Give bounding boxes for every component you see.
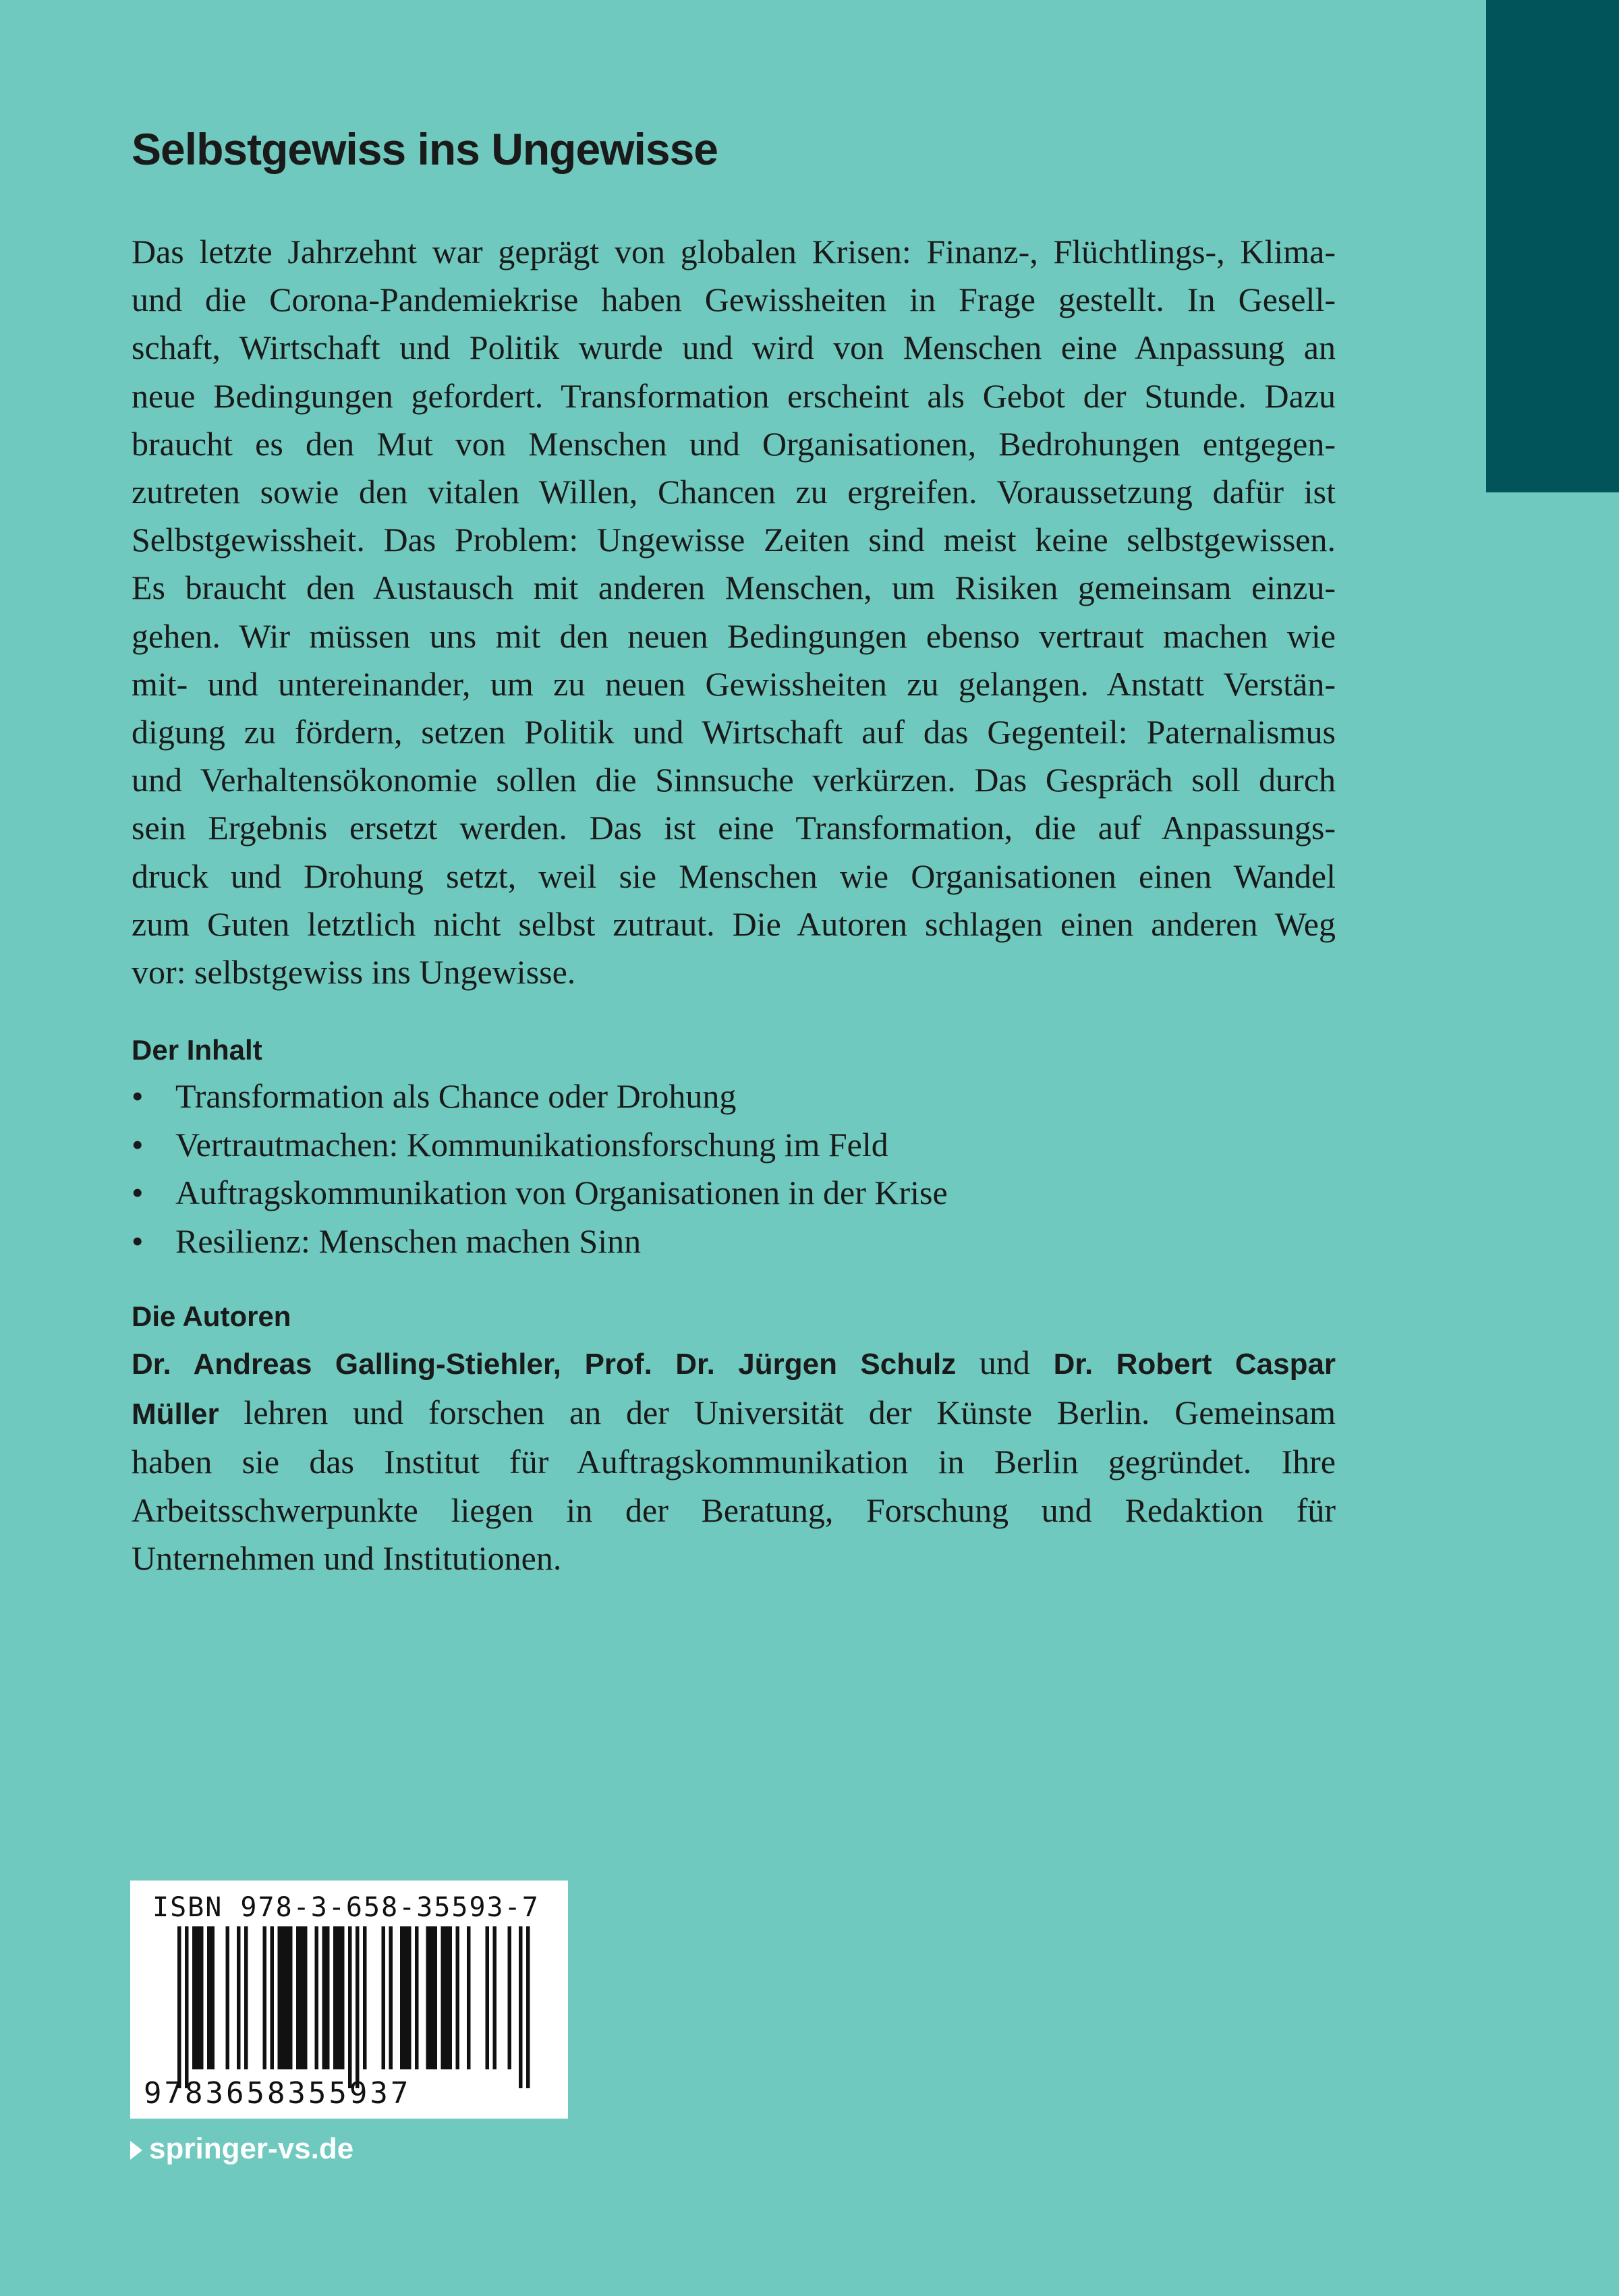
barcode-bar [363, 1926, 367, 2069]
bullet-icon: • [132, 1174, 144, 1211]
bullet-icon: • [132, 1125, 144, 1164]
blurb-line: zum Guten letztlich nicht selbst zutraut. Die Autoren schlagen einen anderen Weg [132, 905, 1336, 943]
contents-list [132, 1072, 1336, 1265]
blurb-line: Das letzte Jahrzehnt war geprägt von globalen Krisen: Finanz-, Flüchtlings-, Klima- [132, 233, 1336, 270]
barcode-bar [315, 1926, 319, 2069]
barcode-bar [434, 1926, 438, 2069]
barcode-bar [356, 1926, 360, 2088]
barcode-bar [281, 1926, 285, 2069]
barcode-bar [519, 1926, 523, 2088]
barcode-bar [348, 1926, 352, 2088]
author-name: Dr. Andreas Galling-Stiehler, [132, 1348, 561, 1381]
author-name: Dr. Robert Caspar [1053, 1348, 1336, 1381]
barcode-bar [300, 1926, 304, 2069]
barcode-bar [192, 1926, 196, 2069]
barcode-bar [341, 1926, 345, 2069]
list-item-text: Resilienz: Menschen machen Sinn [175, 1222, 642, 1260]
isbn-label: ISBN 978-3-658-35593-7 [152, 1892, 540, 1923]
barcode-bar [207, 1926, 211, 2069]
side-color-bar [1486, 0, 1619, 492]
list-item-text: Transformation als Chance oder Drohung [175, 1077, 737, 1115]
arrow-right-icon [130, 2141, 142, 2160]
blurb-line: schaft, Wirtschaft und Politik wurde und wird von Menschen eine Anpassung an [132, 328, 1336, 367]
barcode-bar [508, 1926, 512, 2069]
barcode-bar [289, 1926, 293, 2069]
barcode-bar [493, 1926, 497, 2069]
blurb-line: und Verhaltensökonomie sollen die Sinnsuche verkürzen. Das Gespräch soll durch [132, 761, 1336, 799]
authors-line: Unternehmen und Institutionen. [132, 1539, 562, 1577]
bullet-icon: • [132, 1077, 144, 1115]
blurb-line: Selbstgewissheit. Das Problem: Ungewisse Zeiten sind meist keine selbstgewissen. [132, 521, 1336, 559]
barcode-bar [415, 1926, 419, 2069]
barcode-bar [526, 1926, 530, 2088]
blurb-line: vor: selbstgewiss ins Ungewisse. [132, 953, 576, 992]
authors-line: Arbeitsschwerpunkte liegen in der Beratung, Forschung und Redaktion für [132, 1491, 1336, 1529]
barcode-bar [337, 1926, 341, 2069]
blurb-text [132, 228, 1336, 996]
barcode-bar [263, 1926, 267, 2069]
list-item-text: Vertrautmachen: Kommunikationsforschung im Feld [175, 1125, 888, 1164]
barcode-digits: 9783658355937 [144, 2076, 411, 2111]
barcode-bar [441, 1926, 445, 2069]
barcode-bar [304, 1926, 308, 2069]
authors-line [132, 1339, 1336, 1389]
blurb-line: und die Corona-Pandemiekrise haben Gewissheiten in Frage gestellt. In Gesell- [132, 281, 1336, 319]
author-name: Müller [132, 1397, 219, 1431]
blurb-line: druck und Drohung setzt, weil sie Menschen wie Organisationen einen Wandel [132, 857, 1336, 895]
list-item [132, 1072, 1336, 1121]
barcode-bar [407, 1926, 411, 2069]
barcode-bar [400, 1926, 404, 2069]
barcode-bar [430, 1926, 434, 2069]
blurb-line: sein Ergebnis ersetzt werden. Das ist eine Transformation, die auf Anpassungs- [132, 809, 1336, 847]
barcode-bar [296, 1926, 300, 2069]
blurb-line: digung zu fördern, setzen Politik und Wirtschaft auf das Gegenteil: Paternalismus [132, 713, 1336, 751]
list-item [132, 1121, 1336, 1170]
barcode-bar [226, 1926, 230, 2069]
barcode-bar [389, 1926, 393, 2069]
list-item [132, 1217, 1336, 1266]
barcode-bar [177, 1926, 181, 2088]
book-title: Selbstgewiss ins Ungewisse [132, 124, 718, 174]
barcode-bar [196, 1926, 200, 2069]
authors-text [132, 1339, 1336, 1583]
barcode-bar [185, 1926, 189, 2088]
barcode-bar [449, 1926, 453, 2069]
publisher-url-text: springer-vs.de [149, 2132, 354, 2165]
barcode-bar [237, 1926, 241, 2069]
blurb-line: gehen. Wir müssen uns mit den neuen Bedingungen ebenso vertraut machen wie [132, 616, 1336, 655]
barcode-bar [211, 1926, 215, 2069]
barcode-bar [456, 1926, 460, 2069]
blurb-line: neue Bedingungen gefordert. Transformation erscheint als Gebot der Stunde. Dazu [132, 376, 1336, 415]
blurb-line: mit- und untereinander, um zu neuen Gewissheiten zu gelangen. Anstatt Verstän- [132, 664, 1336, 703]
blurb-line: zutreten sowie den vitalen Willen, Chancen zu ergreifen. Voraussetzung dafür ist [132, 473, 1336, 511]
barcode-bar [200, 1926, 204, 2069]
barcode-bar [486, 1926, 490, 2069]
list-item [132, 1169, 1336, 1217]
barcode-bar [244, 1926, 248, 2069]
authors-line [132, 1389, 1336, 1439]
contents-heading: Der Inhalt [132, 1034, 262, 1066]
isbn-barcode [130, 1881, 568, 2119]
blurb-line: braucht es den Mut von Menschen und Organisationen, Bedrohungen entgegen- [132, 424, 1336, 463]
barcode-bar [467, 1926, 471, 2069]
author-name: Prof. Dr. Jürgen Schulz [584, 1348, 957, 1381]
barcode-bar [445, 1926, 449, 2069]
barcode-bar [326, 1926, 330, 2069]
authors-line: haben sie das Institut für Auftragskommunikation in Berlin gegründet. Ihre [132, 1443, 1336, 1481]
barcode-bar [285, 1926, 289, 2069]
barcode-bar [333, 1926, 337, 2069]
blurb-line: Es braucht den Austausch mit anderen Menschen, um Risiken gemeinsam einzu- [132, 569, 1336, 607]
barcode-bar [322, 1926, 326, 2069]
barcode-bar [278, 1926, 282, 2069]
barcode-bar [382, 1926, 386, 2069]
list-item-text: Auftragskommunikation von Organisationen in der Krise [175, 1174, 948, 1211]
authors-conjunction: und [979, 1344, 1030, 1381]
barcode-bar [404, 1926, 408, 2069]
publisher-url[interactable] [130, 2130, 353, 2168]
barcode-bar [271, 1926, 275, 2069]
barcode-bar [426, 1926, 430, 2069]
authors-heading: Die Autoren [132, 1300, 291, 1332]
bullet-icon: • [132, 1222, 144, 1260]
authors-line-text: lehren und forschen an der Universität der Künste Berlin. Gemeinsam [244, 1393, 1336, 1431]
